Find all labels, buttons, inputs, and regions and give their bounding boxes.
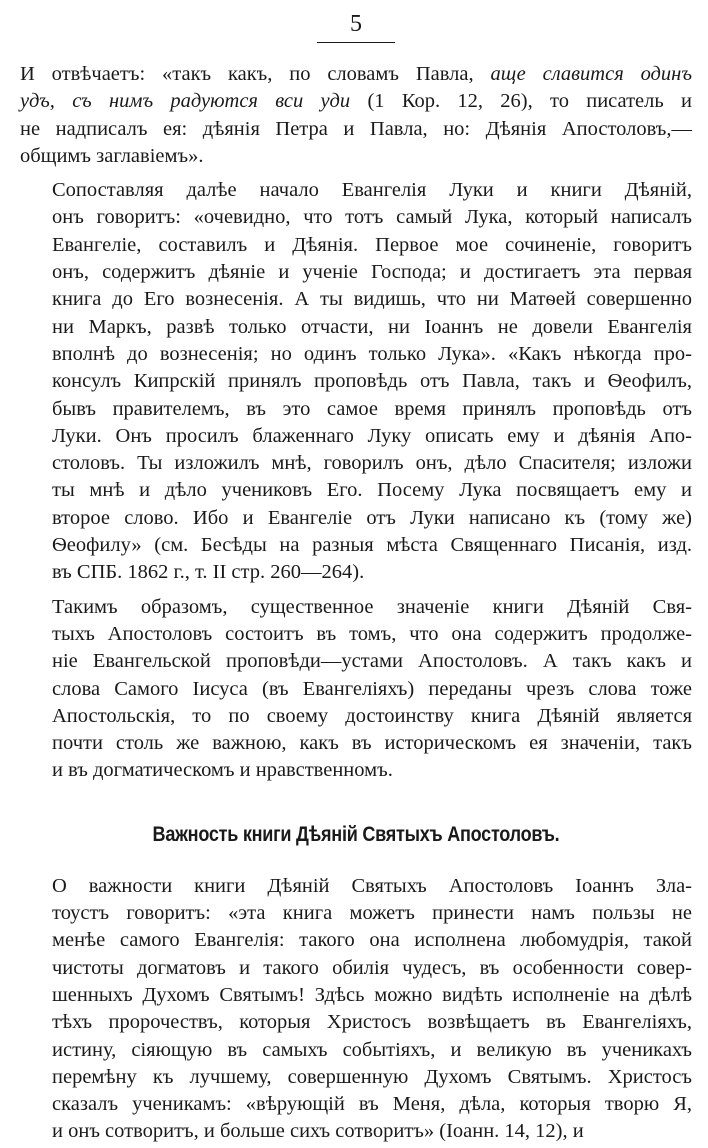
text-line bbox=[20, 423, 692, 450]
book-page bbox=[20, 10, 692, 1143]
text-segment: ніе Евангельской проповѣди—устами Апостоловъ. А такъ какъ и bbox=[52, 650, 692, 673]
text-segment: Евангеліе, составилъ и Дѣянія. Первое мое сочиненіе, говоритъ bbox=[52, 233, 692, 256]
text-line bbox=[20, 873, 692, 900]
text-line bbox=[20, 259, 692, 286]
text-segment: и онъ сотворитъ, и больше сихъ сотворитъ» (Іоанн. 14, 12), и bbox=[52, 1120, 584, 1143]
paragraph-luke-acts bbox=[20, 177, 692, 586]
text-segment: Апостольскія, то по своему достоинству книга Дѣяній является bbox=[52, 704, 692, 727]
text-line bbox=[20, 1091, 692, 1118]
text-segment: истину, сіяющую въ самыхъ событіяхъ, и великую въ ученикахъ bbox=[52, 1038, 692, 1061]
text-line bbox=[20, 757, 692, 784]
text-line bbox=[20, 982, 692, 1009]
text-segment: ни Маркъ, развѣ только отчасти, ни Іоаннъ не довели Евангелія bbox=[52, 315, 692, 338]
text-segment: ты мнѣ и дѣло учениковъ Его. Посему Лука посвящаетъ ему и bbox=[52, 479, 692, 502]
text-line bbox=[20, 61, 692, 88]
text-line bbox=[20, 648, 692, 675]
page-number: 5 bbox=[350, 11, 362, 37]
text-line bbox=[20, 559, 692, 586]
text-segment: менѣе самого Евангелія: такого она исполнена любомудрія, такой bbox=[52, 929, 692, 952]
section-heading: Важность книги Дѣяній Святыхъ Апостоловъ. bbox=[152, 822, 560, 846]
text-line bbox=[20, 676, 692, 703]
text-line bbox=[20, 143, 692, 170]
text-segment: онъ говоритъ: «очевидно, что тотъ самый Лука, который написалъ bbox=[52, 206, 692, 229]
text-line bbox=[20, 177, 692, 204]
text-line bbox=[20, 621, 692, 648]
text-segment: второе слово. Ибо и Евангеліе отъ Луки написано къ (тому же) bbox=[52, 506, 692, 529]
text-line bbox=[20, 477, 692, 504]
text-line bbox=[20, 1118, 692, 1145]
paragraph-chrysostom bbox=[20, 873, 692, 1146]
text-segment: Ѳеофилу» (см. Бесѣды на разныя мѣста Священнаго Писанія, изд. bbox=[52, 534, 692, 557]
text-segment: тыхъ Апостоловъ состоитъ въ томъ, что она содержитъ продолже- bbox=[52, 622, 692, 645]
text-line bbox=[20, 594, 692, 621]
text-segment: бывъ правителемъ, въ это самое время принялъ проповѣдь отъ bbox=[52, 397, 692, 420]
text-segment: слова Самого Іисуса (въ Евангеліяхъ) переданы чрезъ слова тоже bbox=[52, 677, 692, 700]
header-rule bbox=[317, 42, 395, 43]
text-line bbox=[20, 286, 692, 313]
text-segment: Сопоставляя далѣе начало Евангелія Луки и книги Дѣяній, bbox=[52, 179, 692, 202]
text-line bbox=[20, 450, 692, 477]
text-line bbox=[20, 116, 692, 143]
text-segment: О важности книги Дѣяній Святыхъ Апостоловъ Іоаннъ Зла- bbox=[52, 874, 692, 897]
text-segment: книга до Его вознесенія. А ты видишь, что ни Матѳей совершенно bbox=[52, 288, 692, 311]
text-line bbox=[20, 88, 692, 115]
text-line bbox=[20, 204, 692, 231]
text-line bbox=[20, 396, 692, 423]
text-segment: Луки. Онъ просилъ блаженнаго Луку описать ему и дѣянія Апо- bbox=[52, 424, 692, 447]
text-line bbox=[20, 730, 692, 757]
text-segment: аще славится одинъ bbox=[490, 63, 692, 85]
text-segment: (1 Кор. 12, 26), то писатель и bbox=[350, 90, 692, 113]
text-line bbox=[20, 1064, 692, 1091]
text-line bbox=[20, 505, 692, 532]
text-segment: И отвѣчаетъ: «такъ какъ, по словамъ Павла, bbox=[20, 63, 491, 85]
text-segment: въ СПБ. 1862 г., т. II стр. 260—264). bbox=[52, 561, 365, 584]
text-segment: вполнѣ до вознесенія; но одинъ только Лука». «Какъ нѣкогда про- bbox=[52, 342, 692, 365]
text-segment: онъ, содержитъ дѣяніе и ученіе Господа; и достигаетъ эта первая bbox=[52, 261, 692, 284]
text-segment: перемѣну къ лучшему, совершенную Духомъ Святымъ. Христосъ bbox=[52, 1065, 692, 1088]
text-segment: удъ, съ нимъ радуются вси уди bbox=[20, 90, 351, 113]
text-line bbox=[20, 532, 692, 559]
text-line bbox=[20, 927, 692, 954]
text-line bbox=[20, 703, 692, 730]
text-line bbox=[20, 900, 692, 927]
text-segment: консулъ Кипрскій принялъ проповѣдь отъ Павла, такъ и Ѳеофилъ, bbox=[52, 370, 692, 393]
text-segment: почти столь же важною, какъ въ историческомъ ея значеніи, такъ bbox=[52, 732, 692, 755]
text-segment: Такимъ образомъ, существенное значеніе книги Дѣяній Свя- bbox=[52, 595, 692, 618]
text-line bbox=[20, 1037, 692, 1064]
text-segment: чистоты догматовъ и такого обилія чудесъ, въ особенности совер- bbox=[52, 956, 692, 979]
text-line bbox=[20, 232, 692, 259]
text-segment: и въ догматическомъ и нравственномъ. bbox=[52, 759, 393, 782]
text-segment: не надписалъ ея: дѣянія Петра и Павла, но: Дѣянія Апостоловъ,— bbox=[20, 117, 692, 140]
text-segment: сказалъ ученикамъ: «вѣрующій въ Меня, дѣла, которыя творю Я, bbox=[52, 1093, 692, 1116]
text-segment: общимъ заглавіемъ». bbox=[20, 144, 204, 167]
text-segment: шенныхъ Духомъ Святымъ! Здѣсь можно видѣть исполненіе на дѣлѣ bbox=[52, 983, 692, 1006]
text-line bbox=[20, 314, 692, 341]
text-line bbox=[20, 955, 692, 982]
paragraph-significance bbox=[20, 594, 692, 785]
text-segment: столовъ. Ты изложилъ мнѣ, говорилъ онъ, дѣло Спасителя; изложи bbox=[52, 452, 692, 475]
text-line bbox=[20, 1009, 692, 1036]
paragraph-continuation bbox=[20, 61, 692, 170]
text-line bbox=[20, 341, 692, 368]
text-segment: тѣхъ пророчествъ, которыя Христосъ возвѣщаетъ въ Евангеліяхъ, bbox=[52, 1011, 692, 1034]
text-segment: тоустъ говоритъ: «эта книга можетъ принести намъ пользы не bbox=[52, 902, 692, 925]
text-line bbox=[20, 368, 692, 395]
